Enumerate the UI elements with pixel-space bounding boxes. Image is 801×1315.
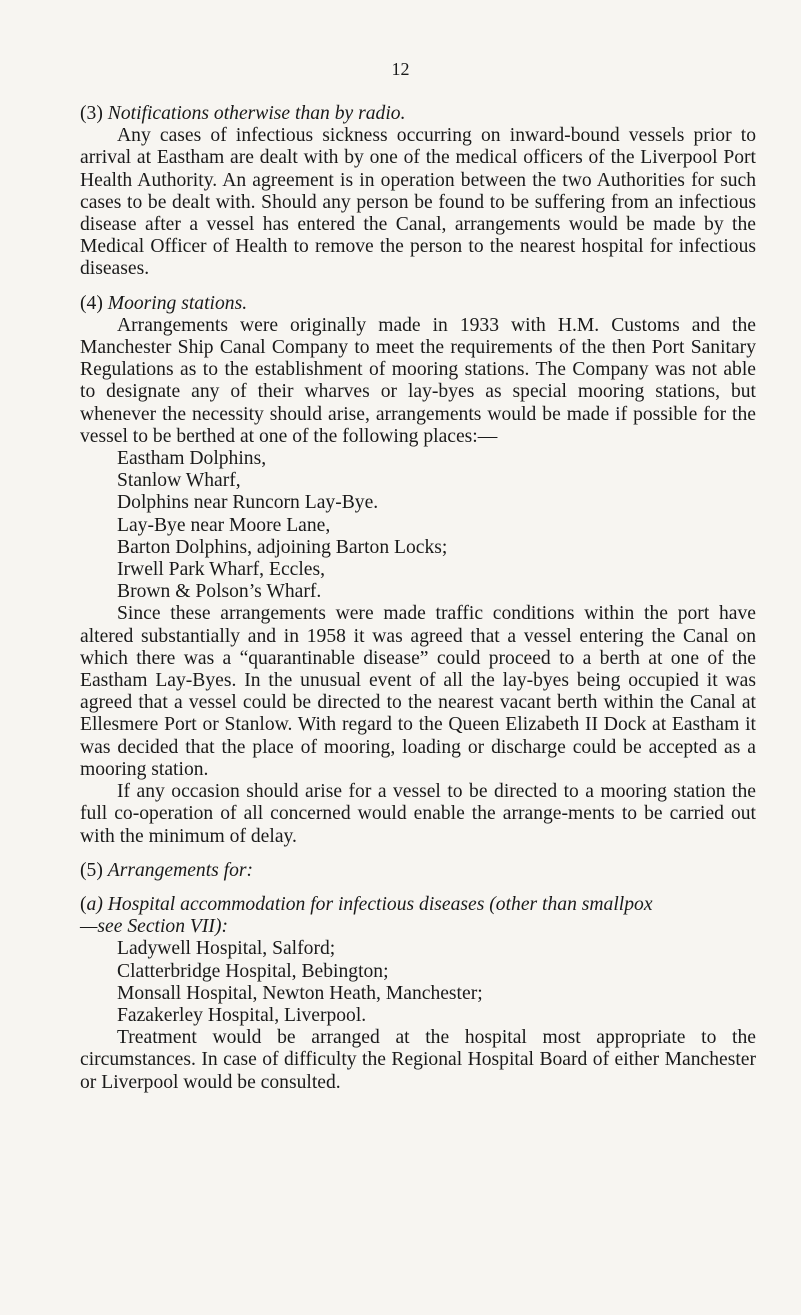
mooring-places-list [80, 448, 756, 603]
section-4 [80, 293, 756, 848]
list-item: Lay-Bye near Moore Lane, [117, 514, 331, 536]
section-3 [80, 103, 756, 281]
list-item: Irwell Park Wharf, Eccles, [117, 559, 326, 581]
list-item: Clatterbridge Hospital, Bebington; [117, 960, 389, 982]
list-item: Brown & Polson’s Wharf. [117, 581, 322, 603]
list-item: Ladywell Hospital, Salford; [117, 938, 336, 960]
section-4-number: (4) [80, 292, 103, 314]
section-5-heading [80, 860, 756, 882]
list-item: Fazakerley Hospital, Liverpool. [117, 1004, 367, 1026]
section-4-paragraph-2: Since these arrangements were made traffic conditions within the port have altered substantially and in 1958 it was agreed that a vessel entering the Canal on which there was a “quarantinable disease” could proceed to a berth at one of the Eastham Lay-Byes. In the unusual event of all the lay-byes being occupied it was agreed that a vessel could be directed to the nearest vacant berth within the Canal at Ellesmere Port or Stanlow. With regard to the Queen Elizabeth II Dock at Eastham it was decided that the place of mooring, loading or discharge could be accepted as a mooring station. [80, 603, 756, 780]
section-3-title: Notifications otherwise than by radio. [107, 103, 406, 124]
section-5-paragraph: Treatment would be arranged at the hospital most appropriate to the circumstances. In case of difficulty the Regional Hospital Board of either Manchester or Liverpool would be consulted. [80, 1027, 756, 1093]
section-3-number: (3) [80, 103, 103, 124]
section-3-heading [80, 103, 756, 125]
hospital-list [80, 938, 756, 1027]
section-4-paragraph-3: If any occasion should arise for a vessel to be directed to a mooring station the full co-operation of all concerned would enable the arrange-ments to be carried out with the minimum of delay. [80, 781, 756, 847]
section-5-title: Arrangements for: [107, 859, 254, 881]
list-item: Monsall Hospital, Newton Heath, Manchester; [117, 982, 483, 1004]
list-item: Stanlow Wharf, [117, 470, 241, 492]
list-item: Barton Dolphins, adjoining Barton Locks; [117, 536, 448, 558]
list-item: Eastham Dolphins, [117, 448, 267, 470]
subsection-a-see-reference: —see Section VII [80, 916, 215, 938]
section-4-title: Mooring stations. [107, 292, 248, 314]
subsection-a-heading [80, 894, 756, 938]
subsection-a-title: ) Hospital accommodation for infectious diseases ( [96, 893, 496, 915]
section-5 [80, 860, 756, 1094]
subsection-a-letter: a [86, 893, 97, 915]
list-item: Dolphins near Runcorn Lay-Bye. [117, 492, 379, 514]
section-5-number: (5) [80, 859, 103, 881]
section-4-heading [80, 293, 756, 315]
subsection-a-close: ): [214, 916, 228, 938]
section-3-paragraph: Any cases of infectious sickness occurring on inward-bound vessels prior to arrival at Eastham are dealt with by one of the medical officers of the Liverpool Port Health Authority. An agreement is in operation between the two Authorities for such cases to be dealt with. Should any person be found to be suffering from an infectious disease after a vessel has entered the Canal, arrangements would be made by the Medical Officer of Health to remove the person to the nearest hospital for infectious diseases. [80, 125, 756, 280]
page-body [80, 103, 756, 1094]
subsection-a-qualifier: other than smallpox [495, 893, 653, 915]
page-number: 12 [391, 59, 410, 79]
subsection-a-open-paren: ( [80, 893, 87, 915]
section-4-paragraph-1: Arrangements were originally made in 1933 with H.M. Customs and the Manchester Ship Canal Company to meet the requirements of the then Port Sanitary Regulations as to the establishment of mooring stations. The Company was not able to designate any of their wharves or lay-byes as special mooring stations, but whenever the necessity should arise, arrangements would be made if possible for the vessel to be berthed at one of the following places:— [80, 314, 756, 447]
